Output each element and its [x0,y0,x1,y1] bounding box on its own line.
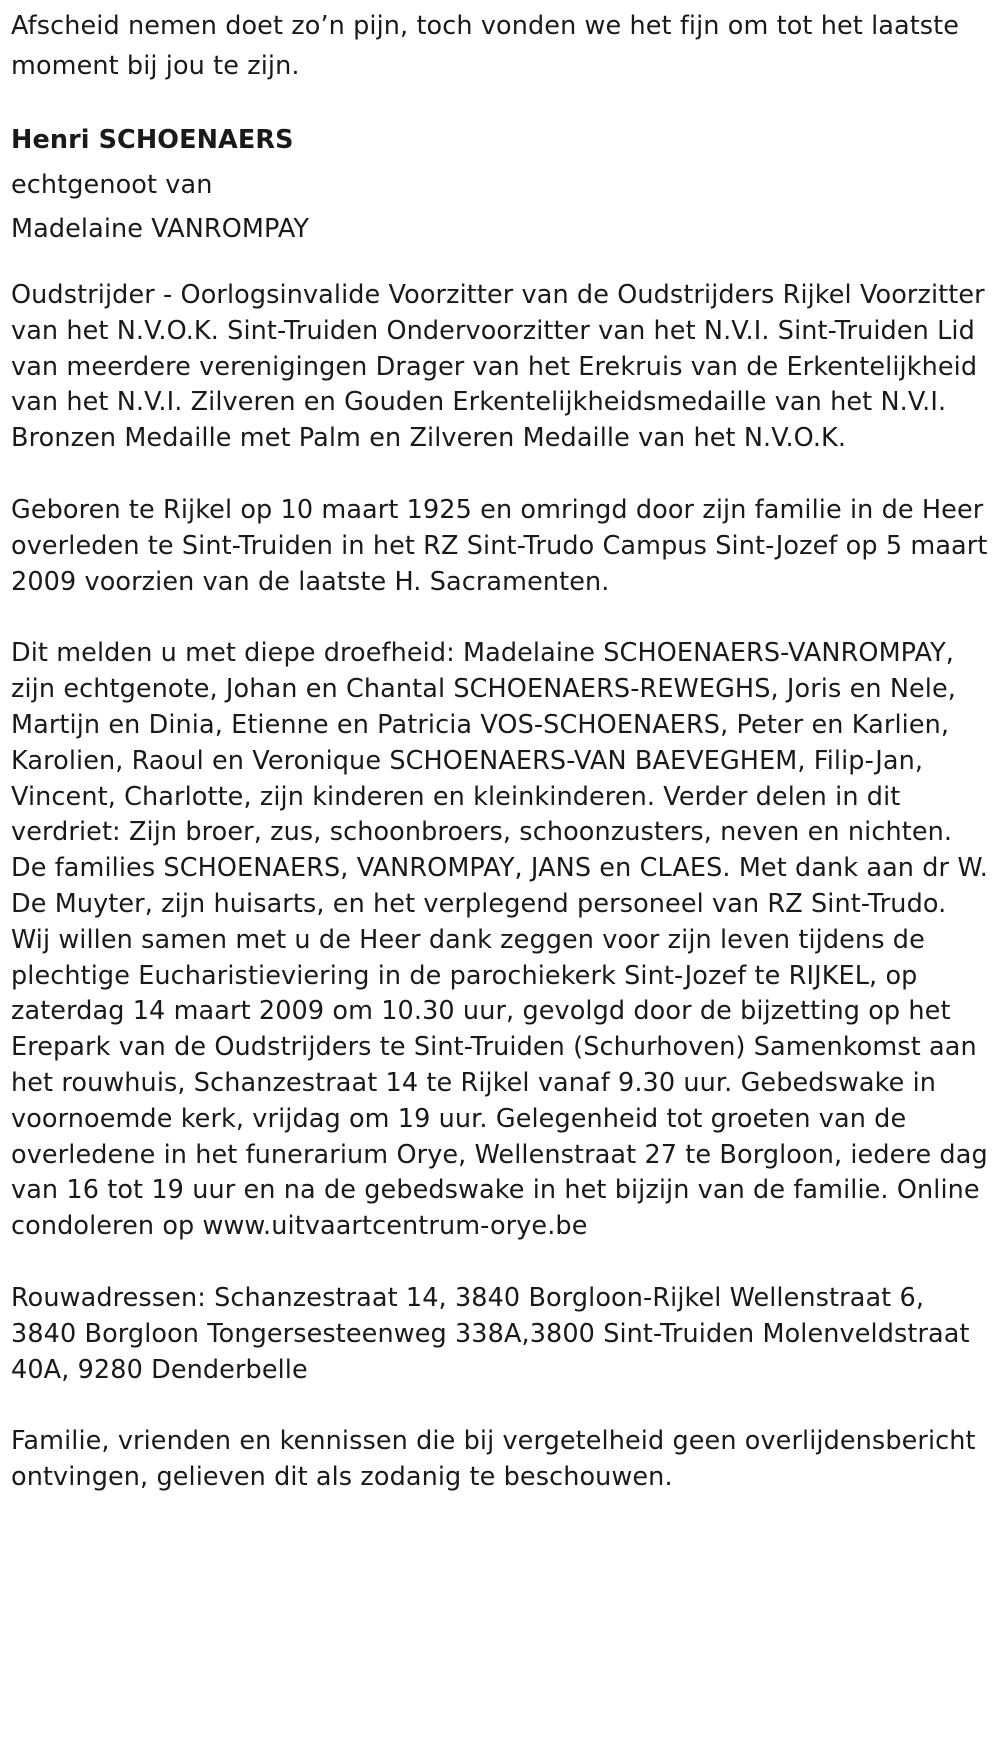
spouse-name: Madelaine VANROMPAY [11,214,310,244]
spacer [11,457,990,493]
addresses-paragraph: Rouwadressen: Schanzestraat 14, 3840 Borgloon-Rijkel Wellenstraat 6, 3840 Borgloon Tongersesteenweg 338A,3800 Sint-Truiden Molenveldstraat 40A, 9280 Denderbelle [11,1282,970,1385]
spacer [11,252,990,278]
closing-paragraph: Familie, vrienden en kennissen die bij vergetelheid geen overlijdensbericht ontvingen, gelieven dit als zodanig te beschouwen. [11,1426,976,1493]
deceased-name: Henri SCHOENAERS [11,125,294,155]
titles-paragraph: Oudstrijder - Oorlogsinvalide Voorzitter van de Oudstrijders Rijkel Voorzitter van het N.V.O.K. Sint-Truiden Ondervoorzitter van het N.V.I. Sint-Truiden Lid van meerdere verenigingen Drager van het Erekruis van de Erkentelijkheid van het N.V.I. Zilveren en Gouden Erkentelijkheidsmedaille van het N.V.I. Bronzen Medaille met Palm en Zilveren Medaille van het N.V.O.K. [11,280,985,454]
opening-verse: Afscheid nemen doet zo’n pijn, toch vonden we het fijn om tot het laatste moment bij jou te zijn. [11,11,960,81]
spacer [11,600,990,636]
spacer [11,1245,990,1281]
spacer [11,86,990,116]
relation-label: echtgenoot van [11,170,213,200]
announcement-paragraph: Dit melden u met diepe droefheid: Madelaine SCHOENAERS-VANROMPAY, zijn echtgenote, Johan en Chantal SCHOENAERS-REWEGHS, Joris en Nele, Martijn en Dinia, Etienne en Patricia VOS-SCHOENAERS, Peter en Karlien, Karolien, Raoul en Veronique SCHOENAERS-VAN BAEVEGHEM, Filip-Jan, Vincent, Charlotte, zijn kinderen en kleinkinderen. Verder delen in dit verdriet: Zijn broer, zus, schoonbroers, schoonzusters, neven en nichten. De families SCHOENAERS, VANROMPAY, JANS en CLAES. Met dank aan dr W. De Muyter, zijn huisarts, en het verplegend personeel van RZ Sint-Trudo. Wij willen samen met u de Heer dank zeggen voor zijn leven tijdens de plechtige Eucharistieviering in de parochiekerk Sint-Jozef te RIJKEL, op zaterdag 14 maart 2009 om 10.30 uur, gevolgd door de bijzetting op het Erepark van de Oudstrijders te Sint-Truiden (Schurhoven) Samenkomst aan het rouwhuis, Schanzestraat 14 te Rijkel vanaf 9.30 uur. Gebedswake in voornoemde kerk, vrijdag om 19 uur. Gelegenheid tot groeten van de overledene in het funerarium Orye, Wellenstraat 27 te Borgloon, iedere dag van 16 tot 19 uur en na de gebedswake in het bijzijn van de familie. Online condoleren op www.uitvaartcentrum-orye.be [11,638,988,1242]
birth-death-paragraph: Geboren te Rijkel op 10 maart 1925 en omringd door zijn familie in de Heer overleden te Sint-Truiden in het RZ Sint-Trudo Campus Sint-Jozef op 5 maart 2009 voorzien van de laatste H. Sacramenten. [11,494,988,597]
spacer [11,1388,990,1424]
